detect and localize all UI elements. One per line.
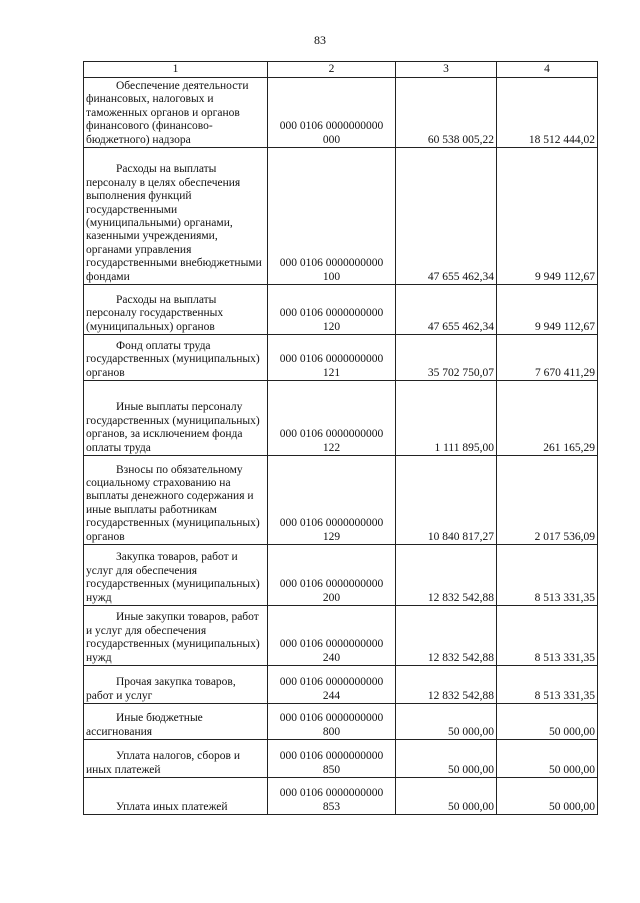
amount-col3: 50 000,00 xyxy=(396,704,497,740)
amount-col3: 50 000,00 xyxy=(396,778,497,815)
expense-name: Взносы по обязательному социальному страхованию на выплаты денежного содержания и иные выплаты работникам государственных (муниципальных) органов xyxy=(84,456,268,545)
expense-name: Иные бюджетные ассигнования xyxy=(84,704,268,740)
expense-name: Расходы на выплаты персоналу государственных (муниципальных) органов xyxy=(84,285,268,335)
classification-code: 000 0106 0000000000 129 xyxy=(268,456,396,545)
amount-col4: 50 000,00 xyxy=(497,778,598,815)
table-row xyxy=(84,704,598,740)
expense-name: Закупка товаров, работ и услуг для обеспечения государственных (муниципальных) нужд xyxy=(84,545,268,606)
expense-name: Обеспечение деятельности финансовых, налоговых и таможенных органов и органов финансового (финансово-бюджетного) надзора xyxy=(84,78,268,148)
page-number: 83 xyxy=(314,33,326,47)
amount-col4: 50 000,00 xyxy=(497,740,598,778)
amount-col3: 35 702 750,07 xyxy=(396,335,497,381)
classification-code: 000 0106 0000000000 200 xyxy=(268,545,396,606)
column-header-2: 2 xyxy=(268,62,396,78)
table-row xyxy=(84,778,598,815)
budget-table xyxy=(83,61,598,815)
amount-col3: 12 832 542,88 xyxy=(396,606,497,666)
amount-col3: 10 840 817,27 xyxy=(396,456,497,545)
amount-col4: 18 512 444,02 xyxy=(497,78,598,148)
amount-col3: 12 832 542,88 xyxy=(396,545,497,606)
column-header-1: 1 xyxy=(84,62,268,78)
amount-col3: 47 655 462,34 xyxy=(396,148,497,285)
column-header-3: 3 xyxy=(396,62,497,78)
header-row xyxy=(84,62,598,78)
classification-code: 000 0106 0000000000 121 xyxy=(268,335,396,381)
amount-col4: 8 513 331,35 xyxy=(497,606,598,666)
amount-col3: 50 000,00 xyxy=(396,740,497,778)
table-row xyxy=(84,381,598,456)
expense-name: Иные закупки товаров, работ и услуг для обеспечения государственных (муниципальных) нужд xyxy=(84,606,268,666)
amount-col3: 1 111 895,00 xyxy=(396,381,497,456)
classification-code: 000 0106 0000000000 240 xyxy=(268,606,396,666)
amount-col3: 60 538 005,22 xyxy=(396,78,497,148)
table-row xyxy=(84,335,598,381)
table-row xyxy=(84,740,598,778)
classification-code: 000 0106 0000000000 853 xyxy=(268,778,396,815)
expense-name: Фонд оплаты труда государственных (муниципальных) органов xyxy=(84,335,268,381)
classification-code: 000 0106 0000000000 120 xyxy=(268,285,396,335)
classification-code: 000 0106 0000000000 100 xyxy=(268,148,396,285)
table-row xyxy=(84,78,598,148)
table-row xyxy=(84,666,598,704)
amount-col4: 2 017 536,09 xyxy=(497,456,598,545)
expense-name: Уплата иных платежей xyxy=(84,778,268,815)
table-row xyxy=(84,456,598,545)
amount-col3: 47 655 462,34 xyxy=(396,285,497,335)
amount-col4: 9 949 112,67 xyxy=(497,285,598,335)
expense-name: Уплата налогов, сборов и иных платежей xyxy=(84,740,268,778)
classification-code: 000 0106 0000000000 244 xyxy=(268,666,396,704)
expense-name: Иные выплаты персоналу государственных (муниципальных) органов, за исключением фонда оплаты труда xyxy=(84,381,268,456)
amount-col4: 8 513 331,35 xyxy=(497,666,598,704)
table-row xyxy=(84,285,598,335)
expense-name: Прочая закупка товаров, работ и услуг xyxy=(84,666,268,704)
classification-code: 000 0106 0000000000 850 xyxy=(268,740,396,778)
amount-col3: 12 832 542,88 xyxy=(396,666,497,704)
amount-col4: 8 513 331,35 xyxy=(497,545,598,606)
amount-col4: 50 000,00 xyxy=(497,704,598,740)
table-row xyxy=(84,606,598,666)
amount-col4: 9 949 112,67 xyxy=(497,148,598,285)
classification-code: 000 0106 0000000000 000 xyxy=(268,78,396,148)
column-header-4: 4 xyxy=(497,62,598,78)
amount-col4: 261 165,29 xyxy=(497,381,598,456)
classification-code: 000 0106 0000000000 800 xyxy=(268,704,396,740)
amount-col4: 7 670 411,29 xyxy=(497,335,598,381)
expense-name: Расходы на выплаты персоналу в целях обеспечения выполнения функций государственными (муниципальными) органами, казенными учреждениями, органами управления государственными внебюджетными фондами xyxy=(84,148,268,285)
table-row xyxy=(84,148,598,285)
table-row xyxy=(84,545,598,606)
classification-code: 000 0106 0000000000 122 xyxy=(268,381,396,456)
